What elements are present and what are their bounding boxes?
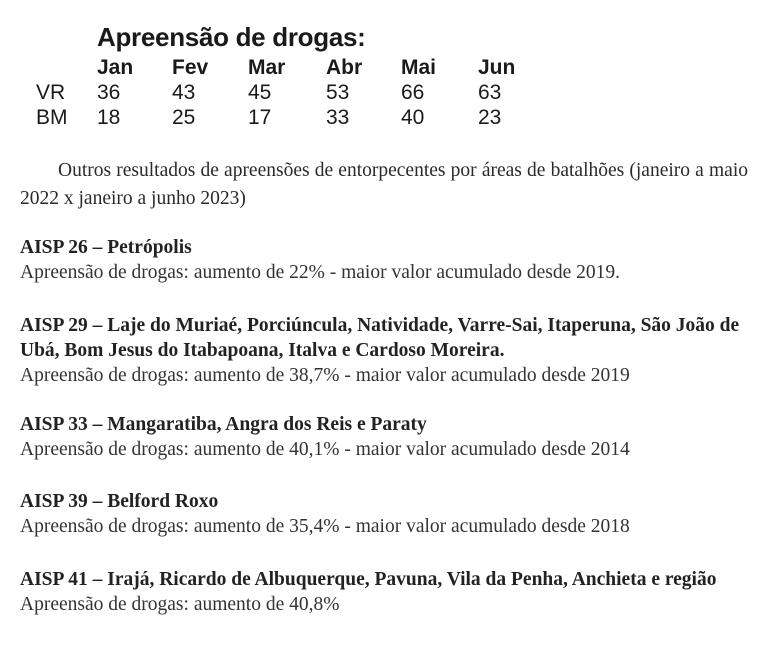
month-header: Fev bbox=[172, 56, 209, 79]
table-cell: 43 bbox=[172, 81, 196, 104]
table-cell: 40 bbox=[401, 106, 425, 129]
section-body: Apreensão de drogas: aumento de 35,4% - maior valor acumulado desde 2018 bbox=[20, 516, 630, 537]
section-body: Apreensão de drogas: aumento de 40,8% bbox=[20, 594, 340, 615]
row-label: BM bbox=[36, 106, 68, 129]
table-cell: 18 bbox=[97, 106, 121, 129]
section-aisp-41 bbox=[20, 567, 755, 617]
month-header: Mai bbox=[401, 56, 437, 79]
month-header: Abr bbox=[326, 56, 363, 79]
table-cell: 36 bbox=[97, 81, 121, 104]
month-header: Jan bbox=[97, 56, 134, 79]
month-header: Jun bbox=[478, 56, 516, 79]
section-aisp-33 bbox=[20, 412, 755, 462]
section-title: AISP 33 – Mangaratiba, Angra dos Reis e Paraty bbox=[20, 414, 427, 435]
table-cell: 17 bbox=[248, 106, 272, 129]
section-aisp-39 bbox=[20, 489, 755, 539]
table-cell: 45 bbox=[248, 81, 272, 104]
intro-paragraph: Outros resultados de apreensões de entorpecentes por áreas de batalhões (janeiro a maio 2022 x janeiro a junho 2023) bbox=[20, 160, 748, 209]
table-cell: 33 bbox=[326, 106, 350, 129]
table-cell: 66 bbox=[401, 81, 425, 104]
section-aisp-29 bbox=[20, 313, 755, 388]
table-title: Apreensão de drogas: bbox=[97, 22, 366, 52]
table-cell: 53 bbox=[326, 81, 350, 104]
section-title: AISP 26 – Petrópolis bbox=[20, 237, 192, 258]
section-title: AISP 29 – Laje do Muriaé, Porciúncula, Natividade, Varre-Sai, Itaperuna, São João de Ubá, Bom Jesus do Itabapoana, Italva e Cardoso Moreira. bbox=[20, 315, 740, 361]
section-aisp-26 bbox=[20, 235, 755, 285]
month-header: Mar bbox=[248, 56, 286, 79]
section-body: Apreensão de drogas: aumento de 40,1% - maior valor acumulado desde 2014 bbox=[20, 439, 630, 460]
table-cell: 25 bbox=[172, 106, 196, 129]
table-cell: 63 bbox=[478, 81, 502, 104]
table-cell: 23 bbox=[478, 106, 502, 129]
section-title: AISP 41 – Irajá, Ricardo de Albuquerque, Pavuna, Vila da Penha, Anchieta e região bbox=[20, 569, 717, 590]
row-label: VR bbox=[36, 81, 66, 104]
section-title: AISP 39 – Belford Roxo bbox=[20, 491, 219, 512]
section-body: Apreensão de drogas: aumento de 22% - maior valor acumulado desde 2019. bbox=[20, 262, 620, 283]
section-body: Apreensão de drogas: aumento de 38,7% - maior valor acumulado desde 2019 bbox=[20, 365, 630, 386]
